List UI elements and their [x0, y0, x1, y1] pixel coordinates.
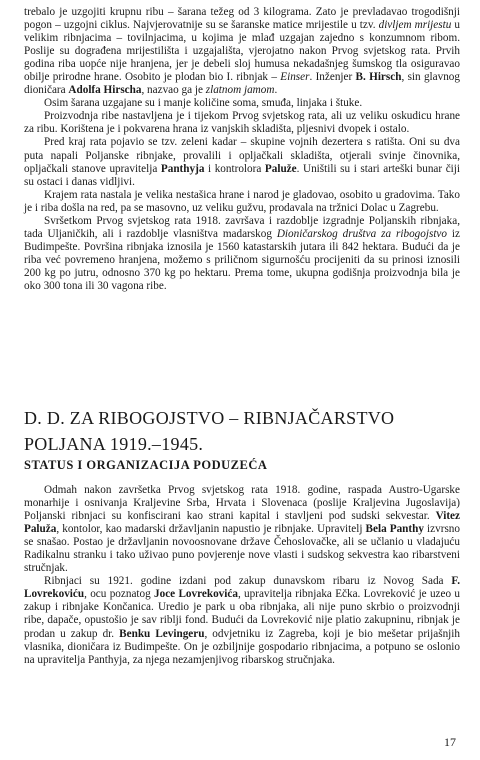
person-name: Panthyja: [160, 162, 205, 175]
text-run: , ocu poznatog: [84, 588, 155, 601]
paragraph-confiscation: [24, 484, 460, 575]
paragraph-lease: [24, 575, 460, 666]
text-run: , upravitelja ribnjaka Ečka. Lovreković je uzeo u zakup i ribnjake Končanica. Uredio je park u oba ribnjaka, ali nije puno skrbio o proizvodnji ribe, dapače, opustošio je sav riblji fond. Budući da Lovreković nije platio zakupninu, ribnjak je prodan u zakup dr.: [24, 588, 461, 640]
text-run: . Uništili su i stari arteški bunar čiji su ostaci i danas vidljivi.: [24, 162, 461, 188]
person-name: F. Lovrekoviću: [24, 575, 460, 601]
text-run: . Inženjer: [309, 71, 356, 84]
text-run: izvrsno se snašao. Postao je državljanin novoosnovane države Čehoslovačke, ali se učlanio u vladajuću Radikalnu stranku i tako uživao puno povjerenje nove vlasti i sudskog sekvestra kao ribarstveni stručnjak.: [24, 523, 460, 575]
paragraph-fish-breeding: [24, 6, 460, 97]
text-run: Ribnjaci su 1921. godine izdani pod zakup dunavskom ribaru iz Novog Sada: [44, 575, 452, 588]
body-text-bottom: [24, 484, 460, 667]
person-name: Joce Lovrekovića: [154, 588, 238, 601]
text-run: , kontolor, kao madarski državljanin napustio je ribnjake. Upravitelj: [56, 523, 366, 536]
text-run: iz Budimpešte. Površina ribnjaka iznosila je 1560 katastarskih jutara ili 842 hektara. Budući da je riba već povremeno hranjena, možemo s priličnom sigurnošću procijeniti da su prinosi iznosili 200 kg po jutru, odnosno 370 kg po hektaru. Prema tome, ukupna godišnja proizvodnja bila je oko 300 tona ili 30 vagona ribe.: [24, 227, 460, 292]
text-run: Svršetkom Prvog svjetskog rata 1918. završava i razdoblje izgradnje Poljanskih ribnjaka, tada Uljaničkih, ali i razdoblje vlasništva madarskog: [24, 214, 460, 240]
person-name: Vitez Paluža: [24, 510, 460, 536]
text-run: , nazvao ga je: [141, 84, 206, 97]
text-run: u velikim ribnjacima – tovilnjacima, u kojima je mlađ uzgajan zajedno s konzumnom ribom. Poslije su dograđena mrijestilišta i uzgajališta, vjerojatno nakon Prvog svjetskog rata. Prvih godina riba uopće nije hranjena, jer je debeli sloj humusa nekadašnjeg šumskog tla osiguravao obilje prirodne hrane. Osobito je plodan bio I. ribnjak –: [24, 19, 461, 84]
paragraph-wartime-production: Proizvodnja ribe nastavljena je i tijekom Prvog svjetskog rata, ali uz veliku oskudicu hrane za ribu. Korištena je i pokvarena hrana iz vanjskih skladišta, pljesnivi dvopek i ostalo.: [24, 110, 460, 136]
text-run: i kontrolora: [204, 162, 265, 175]
paragraph-end-of-war: [24, 215, 460, 293]
person-name: Adolfa Hirscha: [68, 84, 142, 97]
person-name: Paluže: [264, 162, 297, 175]
text-run: .: [274, 84, 278, 97]
body-text-top: [24, 6, 460, 293]
page-number: 17: [444, 735, 456, 749]
paragraph-other-species: Osim šarana uzgajane su i manje količine soma, smuđa, linjaka i štuke.: [44, 97, 363, 110]
chapter-heading: D. D. ZA RIBOGOJSTVO – RIBNJAČARSTVO POLJANA 1919.–1945.: [24, 408, 395, 454]
emphasis: divljem mrijestu: [378, 19, 452, 32]
person-name: B. Hirsch: [355, 71, 402, 84]
text-run: , odvjetniku iz Zagreba, koji je bio mešetar prijašnjih vlasnika, dioničara iz Budimpešte. On je ozbiljnije gospodario ribnjacima, a potpuno se oslonio na upravitelja Panthyja, za njega nezamjenjivog ribarskog stručnjaka.: [24, 627, 460, 666]
person-name: Bela Panthy: [365, 523, 424, 536]
emphasis: Einser: [280, 71, 310, 84]
emphasis: Dioničarskog društva za ribogojstvo: [276, 227, 447, 240]
text-run: trebalo je uzgojiti krupnu ribu – šarana težeg od 3 kilograma. Zato je prevladavao trogodišnji pogon – uzgojni ciklus. Najvjerovatnije su se šaranske matice mrijestile u tzv.: [24, 6, 460, 32]
section-heading: STATUS I ORGANIZACIJA PODUZEĆA: [24, 458, 268, 472]
paragraph-green-cadre: [24, 136, 460, 188]
emphasis: zlatnom jamom: [205, 84, 275, 97]
text-run: Pred kraj rata pojavio se tzv. zeleni kadar – skupine vojnih dezertera s ratišta. Oni su dva puta napali Poljanske ribnjake, provalili i opljačkali skladišta, otjerali svinje činovnika, opljačkali stanove upravitelja: [24, 136, 460, 175]
paragraph-food-shortage: Krajem rata nastala je velika nestašica hrane i narod je gladovao, osobito u gradovima. Tako je i riba došla na red, pa se masovno, uz veliku gužvu, prodavala na tržnici Dolac u Zagrebu.: [24, 188, 460, 214]
text-run: , sin glavnog dioničara: [24, 71, 460, 97]
text-run: Odmah nakon završetka Prvog svjetskog rata 1918. godine, raspada Austro-Ugarske monarhije i osnivanja Kraljevine Srba, Hrvata i Slovenaca (poslije Kraljevina Jugoslavija) Poljanski ribnjaci su konfiscirani kao strani kapital i stavljeni pod sudski sekvestar.: [24, 484, 460, 523]
person-name: Benku Levingeru: [119, 627, 205, 640]
